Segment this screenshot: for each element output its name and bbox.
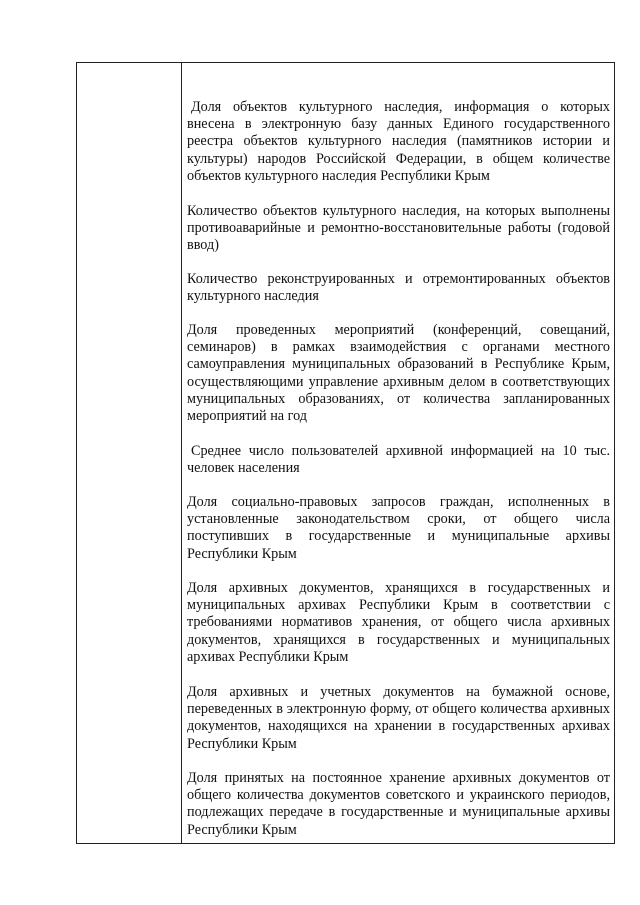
- table-left-column: [77, 63, 181, 843]
- indicator-text: Количество объектов культурного наследия, на которых выполнены противоаварийные и ремонтно-восстановительные работы (годовой ввод): [187, 203, 610, 254]
- indicator-text: Среднее число пользователей архивной информацией на 10 тыс. человек населения: [187, 443, 610, 477]
- indicator-text: Количество реконструированных и отремонтированных объектов культурного наследия: [187, 271, 610, 305]
- indicator-text: Доля социально-правовых запросов граждан, исполненных в установленные законодательством сроки, от общего числа поступивших в государственные и муниципальные архивы Республики Крым: [187, 494, 610, 562]
- indicator-text: Доля принятых на постоянное хранение архивных документов от общего количества документов советского и украинского периодов, подлежащих передаче в государственные и муниципальные архивы Республики Крым: [187, 770, 610, 838]
- indicator-text: Доля архивных и учетных документов на бумажной основе, переведенных в электронную форму, от общего количества архивных документов, находящихся на хранении в государственных архивах Республики Крым: [187, 684, 610, 752]
- indicators-table: [76, 62, 615, 844]
- indicator-text: Доля объектов культурного наследия, информация о которых внесена в электронную базу данных Единого государственного реестра объектов культурного наследия (памятников истории и культуры) народов Российской Федерации, в общем количестве объектов культурного наследия Республики Крым: [187, 99, 610, 184]
- table-right-column: [182, 63, 614, 843]
- indicator-text: Доля проведенных мероприятий (конференций, совещаний, семинаров) в рамках взаимодействия с органами местного самоуправления муниципальных образований в Республике Крым, осуществляющими управление архивным делом в соответствующих муниципальных образованиях, от количества запланированных мероприятий на год: [187, 322, 610, 425]
- indicator-text: Доля архивных документов, хранящихся в государственных и муниципальных архивах Республики Крым в соответствии с требованиями нормативов хранения, от общего числа архивных документов, хранящихся в государственных и муниципальных архивах Республики Крым: [187, 580, 610, 665]
